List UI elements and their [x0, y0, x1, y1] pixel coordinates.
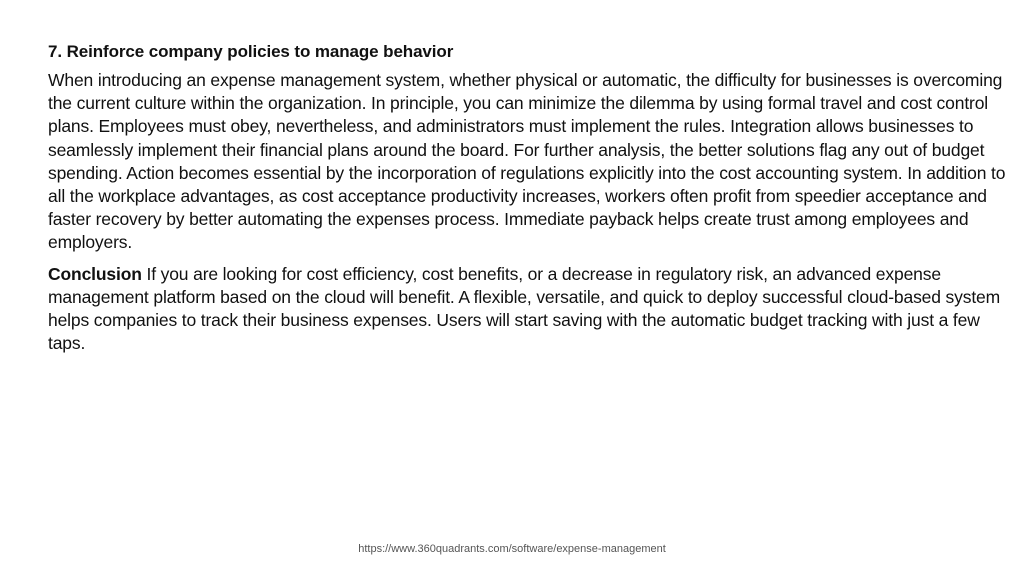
conclusion-label: Conclusion: [48, 263, 142, 284]
slide-content: [48, 40, 1008, 363]
conclusion-paragraph: [48, 263, 1008, 356]
conclusion-text: If you are looking for cost efficiency, cost benefits, or a decrease in regulatory risk, an advanced expense management platform based on the cloud will benefit. A flexible, versatile, and quick to deploy successful cloud-based system helps companies to track their business expenses. Users will start saving with the automatic budget tracking with just a few taps.: [48, 263, 1001, 354]
section-heading: 7. Reinforce company policies to manage behavior: [48, 42, 454, 61]
section-body: When introducing an expense management system, whether physical or automatic, the difficulty for businesses is overcoming the current culture within the organization. In principle, you can minimize the dilemma by using formal travel and cost control plans. Employees must obey, nevertheless, and administrators must implement the rules. Integration allows businesses to seamlessly implement their financial plans around the board. For further analysis, the better solutions flag any out of budget spending. Action becomes essential by the incorporation of regulations explicitly into the cost accounting system. In addition to all the workplace advantages, as cost acceptance productivity increases, workers often profit from speedier acceptance and faster recovery by better automating the expenses process. Immediate payback helps create trust among employees and employers.: [48, 70, 1006, 253]
footer-source-url: https://www.360quadrants.com/software/expense-management: [358, 543, 666, 555]
